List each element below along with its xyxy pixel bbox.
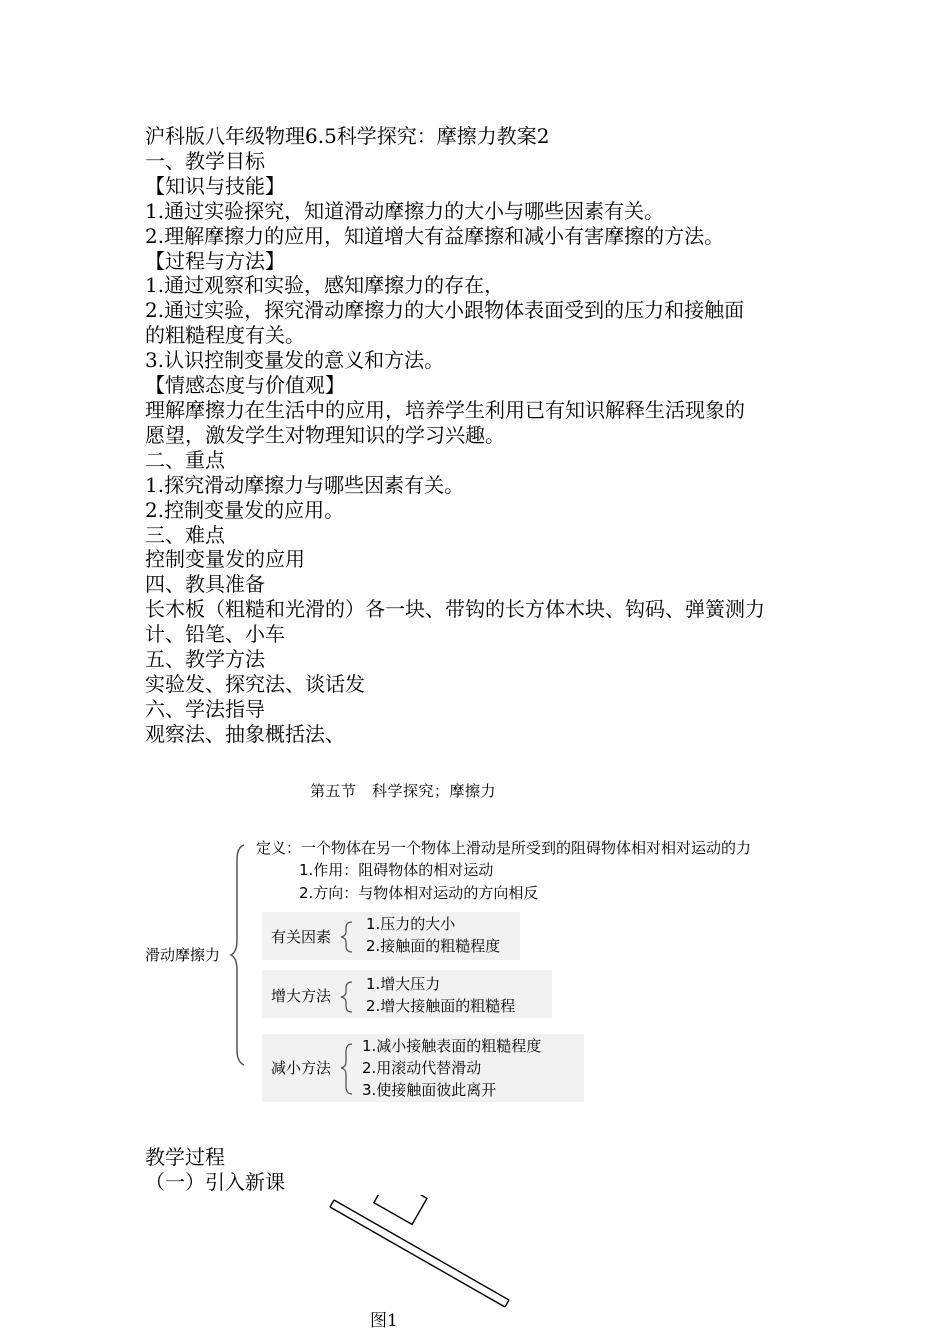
text-line: 五、教学方法 [145,647,265,672]
decrease-item: 2.用滚动代替滑动 [362,1059,482,1077]
text-line: 六、学法指导 [145,696,265,721]
text-line: 一、教学目标 [145,148,265,173]
increase-label: 增大方法 [271,987,332,1005]
text-line: 计、铅笔、小车 [145,622,285,647]
definition-text: 定义：一个物体在另一个物体上滑动是所受到的阻碍物体相对相对运动的力 [256,839,752,857]
wooden-block [374,1195,427,1224]
increase-item: 1.增大压力 [366,975,441,993]
text-line: 实验发、探究法、谈话发 [145,671,365,696]
text-line: 愿望，激发学生对物理知识的学习兴趣。 [145,422,505,447]
text-line: 2.控制变量发的应用。 [145,497,345,522]
text-line: 长木板（粗糙和光滑的）各一块、带钩的长方体木块、钩码、弹簧测力 [145,597,765,622]
text-line: 控制变量发的应用 [145,547,305,572]
text-line: 2.理解摩擦力的应用，知道增大有益摩擦和减小有害摩擦的方法。 [145,223,725,248]
factors-item: 1.压力的大小 [366,915,456,933]
text-line: 2.通过实验，探究滑动摩擦力的大小跟物体表面受到的压力和接触面 [145,298,745,323]
text-line: 的粗糙程度有关。 [145,323,305,348]
lesson-plan-text [145,124,825,747]
factors-item: 2.接触面的粗糙程度 [366,937,501,955]
figure-caption: 图1 [370,1311,398,1331]
process-heading: 教学过程 [145,1145,225,1169]
text-line: 理解摩擦力在生活中的应用，培养学生利用已有知识解释生活现象的 [145,397,745,422]
text-line: 观察法、抽象概括法、 [145,721,345,746]
text-line: 【情感态度与价值观】 [145,373,345,398]
text-line: 1.通过观察和实验，感知摩擦力的存在， [145,273,505,298]
teaching-process [145,1145,285,1195]
increase-item: 2.增大接触面的粗糙程 [366,997,516,1015]
text-line: 四、教具准备 [145,572,265,597]
text-line: 1.探究滑动摩擦力与哪些因素有关。 [145,472,465,497]
inclined-board [330,1200,509,1307]
factors-label: 有关因素 [271,928,332,946]
diagram-title: 第五节 科学探究；摩擦力 [310,782,497,800]
text-line: 三、难点 [145,522,225,547]
text-line: 1.通过实验探究，知道滑动摩擦力的大小与哪些因素有关。 [145,198,665,223]
diagram-root: 滑动摩擦力 [145,946,221,964]
decrease-item: 3.使接触面彼此离开 [362,1081,497,1099]
text-line: 二、重点 [145,447,225,472]
direction-text: 2.方向：与物体相对运动的方向相反 [299,884,539,902]
text-line: 3.认识控制变量发的意义和方法。 [145,348,445,373]
inclined-plane-figure [320,1195,520,1325]
effect-text: 1.作用：阻碍物体的相对运动 [299,861,494,879]
document-title: 沪科版八年级物理6.5科学探究：摩擦力教案2 [145,124,550,148]
text-line: 【知识与技能】 [145,173,285,198]
text-line: 【过程与方法】 [145,248,285,273]
process-subheading: （一）引入新课 [145,1170,285,1194]
decrease-item: 1.减小接触表面的粗糙程度 [362,1037,542,1055]
decrease-label: 减小方法 [271,1059,332,1077]
